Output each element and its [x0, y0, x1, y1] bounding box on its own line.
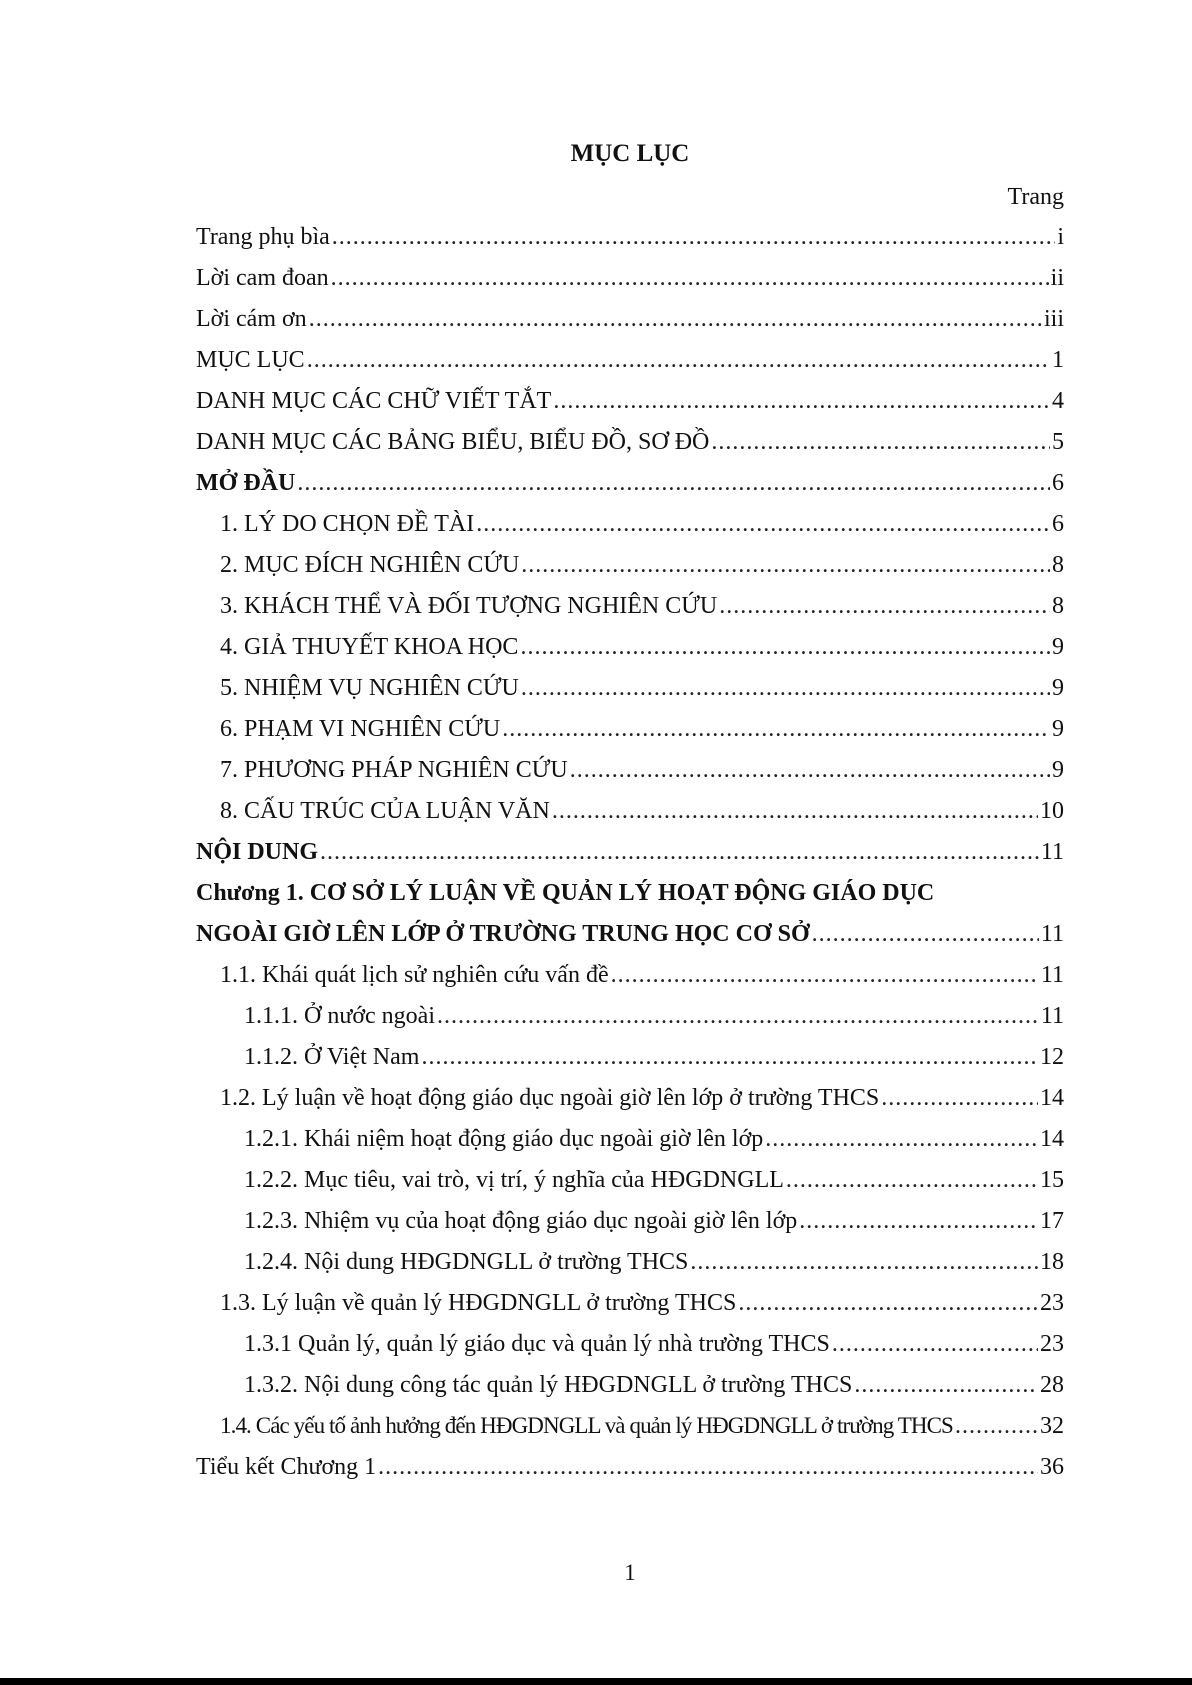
dot-leader	[307, 347, 1050, 374]
dot-leader	[297, 470, 1050, 497]
toc-entry	[196, 1413, 1064, 1454]
toc-entry-label: Tiểu kết Chương 1	[196, 1454, 377, 1480]
dot-leader	[799, 1208, 1038, 1235]
bottom-edge-rule	[0, 1678, 1192, 1685]
toc-entry-page: 14	[1040, 1126, 1064, 1152]
toc-entry	[196, 716, 1064, 757]
toc-entry-label: 1.3.2. Nội dung công tác quản lý HĐGDNGLL ở trường THCS	[244, 1372, 853, 1398]
toc-entry-page: 18	[1040, 1249, 1064, 1275]
dot-leader	[812, 921, 1039, 948]
toc-entry-page: 17	[1040, 1208, 1064, 1234]
dot-leader	[521, 552, 1050, 579]
toc-entry	[196, 634, 1064, 675]
toc-entry-label: 1.3. Lý luận về quản lý HĐGDNGLL ở trường THCS	[220, 1290, 737, 1316]
toc-entry	[196, 388, 1064, 429]
toc-entry	[196, 429, 1064, 470]
toc-entry-label: 1.2.4. Nội dung HĐGDNGLL ở trường THCS	[244, 1249, 689, 1275]
toc-entry	[196, 511, 1064, 552]
dot-leader	[421, 1044, 1038, 1071]
toc-entry	[196, 1044, 1064, 1085]
dot-leader	[719, 593, 1050, 620]
toc-entry	[196, 1208, 1064, 1249]
toc-entry-page: 14	[1040, 1085, 1064, 1111]
dot-leader	[786, 1167, 1038, 1194]
toc-entry-page: 12	[1040, 1044, 1064, 1070]
toc-entry-page: 15	[1040, 1167, 1064, 1193]
toc-entry-page: 9	[1052, 675, 1064, 701]
toc-entry-label: MỤC LỤC	[196, 347, 305, 373]
toc-entry	[196, 962, 1064, 1003]
toc-entry	[196, 347, 1064, 388]
toc-entry-page: 4	[1052, 388, 1064, 414]
page-title: MỤC LỤC	[570, 140, 690, 167]
toc-entry	[196, 593, 1064, 634]
dot-leader	[502, 716, 1050, 743]
dot-leader	[738, 1290, 1038, 1317]
toc-entry	[196, 1167, 1064, 1208]
toc-entry	[196, 1454, 1064, 1495]
toc-entry-label: 1.1.2. Ở Việt Nam	[244, 1044, 420, 1070]
toc-entry	[196, 1126, 1064, 1167]
dot-leader	[570, 757, 1050, 784]
toc-entry-page: 1	[1052, 347, 1064, 373]
toc-entry	[196, 757, 1064, 798]
toc-entry	[196, 265, 1064, 306]
dot-leader	[611, 962, 1039, 989]
toc-entry	[196, 1003, 1064, 1044]
toc-entry-page: 5	[1052, 429, 1064, 455]
toc-entry-page: 32	[1040, 1413, 1064, 1439]
toc-entry-label: 3. KHÁCH THỂ VÀ ĐỐI TƯỢNG NGHIÊN CỨU	[220, 593, 718, 619]
toc-entry-label: NGOÀI GIỜ LÊN LỚP Ở TRƯỜNG TRUNG HỌC CƠ SỞ	[196, 921, 810, 947]
toc-entry	[196, 1249, 1064, 1290]
toc-entry-page: 6	[1052, 511, 1064, 537]
toc-entry-page: 36	[1040, 1454, 1064, 1480]
toc-entry-label: 4. GIẢ THUYẾT KHOA HỌC	[220, 634, 519, 660]
toc-entry-page: 11	[1040, 1003, 1064, 1029]
dot-leader	[331, 265, 1049, 292]
dot-leader	[690, 1249, 1038, 1276]
toc-entry-label: 1.1. Khái quát lịch sử nghiên cứu vấn đề	[220, 962, 609, 988]
toc-entry-label: 6. PHẠM VI NGHIÊN CỨU	[220, 716, 501, 742]
dot-leader	[378, 1454, 1038, 1481]
toc-entry-label: 1.3.1 Quản lý, quản lý giáo dục và quản lý nhà trường THCS	[244, 1331, 830, 1357]
toc-entry-page: i	[1057, 224, 1064, 250]
dot-leader	[553, 388, 1050, 415]
dot-leader	[521, 675, 1050, 702]
toc-entry-label: MỞ ĐẦU	[196, 470, 296, 496]
toc-entry-page: 9	[1052, 716, 1064, 742]
dot-leader	[520, 634, 1050, 661]
toc-entry-page: 9	[1052, 634, 1064, 660]
toc-entry-label: 1.2.1. Khái niệm hoạt động giáo dục ngoài giờ lên lớp	[244, 1126, 764, 1152]
toc-entry	[196, 839, 1064, 880]
page-column-label: Trang	[1007, 184, 1064, 210]
toc-entry-page: 8	[1052, 593, 1064, 619]
toc-entry	[196, 224, 1064, 265]
toc-entry-page: 11	[1040, 839, 1064, 865]
toc-entry-page: 23	[1040, 1290, 1064, 1316]
toc-entry	[196, 1085, 1064, 1126]
toc-entry-page: 10	[1040, 798, 1064, 824]
toc-entry-page: 11	[1040, 921, 1064, 947]
toc-entry-page: 23	[1040, 1331, 1064, 1357]
toc-entry-label: 1.2.2. Mục tiêu, vai trò, vị trí, ý nghĩa của HĐGDNGLL	[244, 1167, 784, 1193]
toc-entry-label: 7. PHƯƠNG PHÁP NGHIÊN CỨU	[220, 757, 568, 783]
toc-entry-page: iii	[1043, 306, 1064, 332]
toc-entry	[196, 675, 1064, 716]
dot-leader	[320, 839, 1039, 866]
toc-entry	[196, 921, 1064, 962]
toc-entry-label: 1.2. Lý luận về hoạt động giáo dục ngoài giờ lên lớp ở trường THCS	[220, 1085, 880, 1111]
toc-entry-label: 1. LÝ DO CHỌN ĐỀ TÀI	[220, 511, 475, 537]
toc-entry	[196, 798, 1064, 839]
toc-entry-label: DANH MỤC CÁC BẢNG BIỂU, BIỂU ĐỒ, SƠ ĐỒ	[196, 429, 710, 455]
toc-entry	[196, 306, 1064, 347]
toc-entry-label: 1.1.1. Ở nước ngoài	[244, 1003, 436, 1029]
toc-chapter-label-line1: Chương 1. CƠ SỞ LÝ LUẬN VỀ QUẢN LÝ HOẠT ĐỘNG GIÁO DỤC	[196, 880, 935, 906]
toc-entry-page: 11	[1040, 962, 1064, 988]
toc-entry	[196, 1290, 1064, 1331]
toc-entry-page: 28	[1040, 1372, 1064, 1398]
dot-leader	[765, 1126, 1038, 1153]
toc-entry-label: Lời cam đoan	[196, 265, 329, 291]
toc-entry-label: 1.2.3. Nhiệm vụ của hoạt động giáo dục ngoài giờ lên lớp	[244, 1208, 798, 1234]
toc-entry-label: 1.4. Các yếu tố ảnh hưởng đến HĐGDNGLL và quản lý HĐGDNGLL ở trường THCS	[220, 1413, 953, 1438]
dot-leader	[476, 511, 1050, 538]
toc-chapter-heading	[196, 880, 1064, 921]
toc-entry	[196, 470, 1064, 511]
toc-entry	[196, 552, 1064, 593]
toc-entry-page: 9	[1052, 757, 1064, 783]
dot-leader	[437, 1003, 1039, 1030]
dot-leader	[955, 1413, 1038, 1440]
dot-leader	[309, 306, 1042, 333]
dot-leader	[854, 1372, 1038, 1399]
toc-entry-page: 8	[1052, 552, 1064, 578]
toc-entry-label: 8. CẤU TRÚC CỦA LUẬN VĂN	[220, 798, 550, 824]
page-number: 1	[624, 1560, 636, 1585]
toc-entry	[196, 1331, 1064, 1372]
toc-entry-label: Lời cám ơn	[196, 306, 307, 332]
toc-entry-page: ii	[1050, 265, 1064, 291]
toc-entry-page: 6	[1052, 470, 1064, 496]
dot-leader	[711, 429, 1050, 456]
toc-entry-label: Trang phụ bìa	[196, 224, 330, 250]
toc-entry-label: 2. MỤC ĐÍCH NGHIÊN CỨU	[220, 552, 520, 578]
toc-entry-label: NỘI DUNG	[196, 839, 319, 865]
dot-leader	[881, 1085, 1038, 1112]
table-of-contents	[196, 224, 1064, 1495]
toc-entry	[196, 1372, 1064, 1413]
toc-entry-label: DANH MỤC CÁC CHỮ VIẾT TẮT	[196, 388, 552, 414]
toc-entry-label: 5. NHIỆM VỤ NGHIÊN CỨU	[220, 675, 519, 701]
dot-leader	[832, 1331, 1038, 1358]
dot-leader	[552, 798, 1038, 825]
dot-leader	[332, 224, 1056, 251]
